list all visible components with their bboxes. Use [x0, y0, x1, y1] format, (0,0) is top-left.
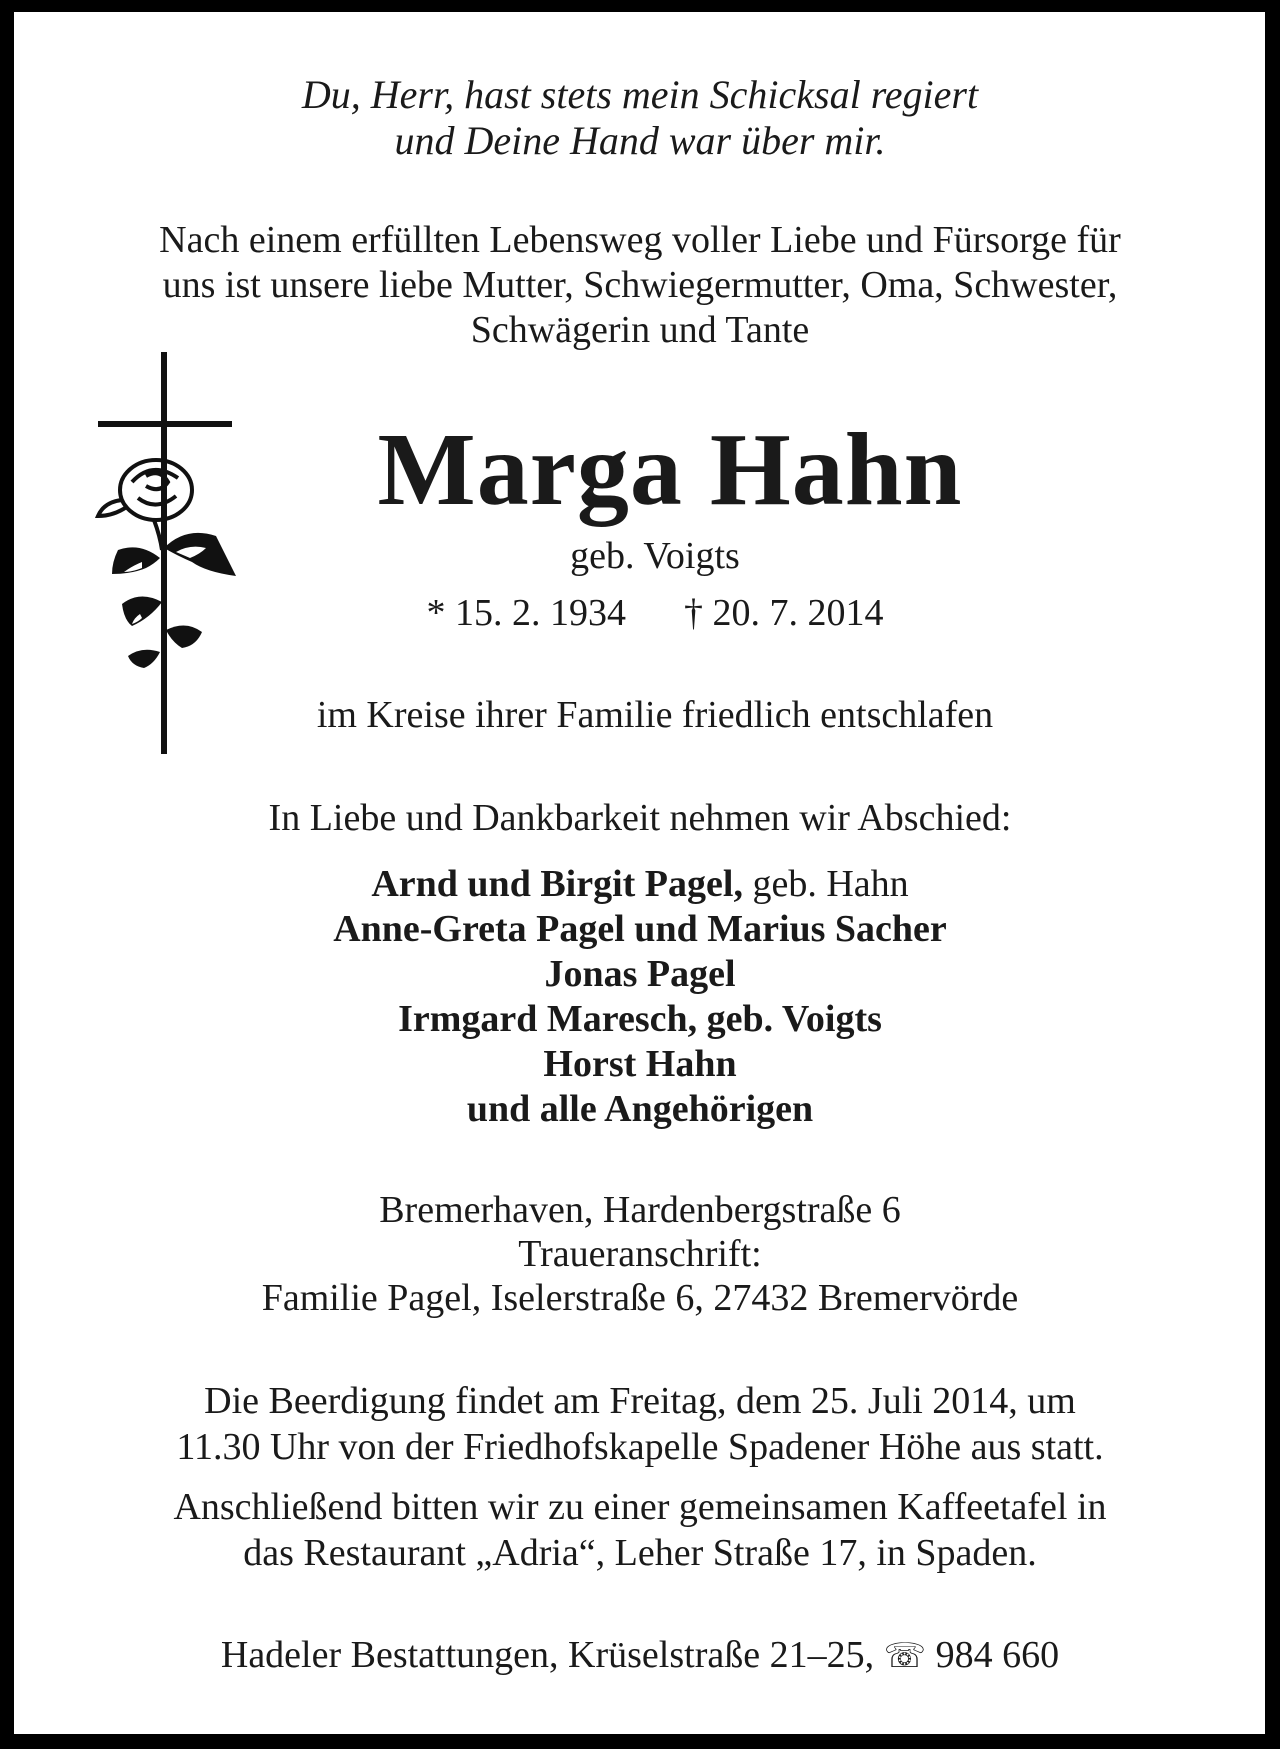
intro-line-2: uns ist unsere liebe Mutter, Schwiegermutter, Oma, Schwester,: [162, 264, 1118, 306]
farewell-text: In Liebe und Dankbarkeit nehmen wir Abschied:: [268, 797, 1012, 839]
mourner-row-3: Jonas Pagel: [544, 953, 736, 995]
deceased-name: Marga Hahn: [377, 412, 963, 527]
mourner-row-2: Anne-Greta Pagel und Marius Sacher: [333, 908, 947, 950]
quote-line-1: Du, Herr, hast stets mein Schicksal regiert: [301, 72, 979, 117]
coffee-line-2: das Restaurant „Adria“, Leher Straße 17, in Spaden.: [243, 1532, 1037, 1574]
coffee-line-1: Anschließend bitten wir zu einer gemeinsamen Kaffeetafel in: [173, 1486, 1107, 1528]
address-line-3: Familie Pagel, Iselerstraße 6, 27432 Bremervörde: [261, 1277, 1019, 1319]
mourner-row-1: [0, 862, 1280, 907]
quote-line-2: und Deine Hand war über mir.: [394, 118, 886, 163]
mourners-list: [0, 862, 1280, 1132]
undertaker-info: [0, 1632, 1280, 1679]
address-line-2: Traueranschrift:: [518, 1233, 762, 1275]
funeral-line-2: 11.30 Uhr von der Friedhofskapelle Spadener Höhe aus statt.: [176, 1426, 1104, 1468]
mourner-row-1-name: Arnd und Birgit Pagel,: [371, 863, 743, 905]
mourner-row-6: und alle Angehörigen: [466, 1088, 814, 1130]
coffee-info: [0, 1484, 1280, 1576]
bible-quote: [0, 72, 1280, 164]
mourner-row-4: Irmgard Maresch, geb. Voigts: [398, 998, 882, 1040]
undertaker-phone-number: 984 660: [926, 1634, 1060, 1676]
death-date: † 20. 7. 2014: [684, 592, 884, 634]
mourner-row-1-suffix: geb. Hahn: [742, 863, 909, 905]
birth-date: * 15. 2. 1934: [426, 592, 626, 634]
address-line-1: Bremerhaven, Hardenbergstraße 6: [379, 1189, 901, 1231]
undertaker-text: Hadeler Bestattungen, Krüselstraße 21–25,: [220, 1634, 884, 1676]
funeral-line-1: Die Beerdigung findet am Freitag, dem 25. Juli 2014, um: [204, 1380, 1076, 1422]
intro-text: [0, 218, 1280, 353]
passed-away-text: im Kreise ihrer Familie friedlich entschlafen: [316, 694, 994, 736]
intro-line-3: Schwägerin und Tante: [470, 309, 810, 351]
birth-name: geb. Voigts: [570, 535, 740, 577]
mourner-row-5: Horst Hahn: [543, 1043, 737, 1085]
intro-line-1: Nach einem erfüllten Lebensweg voller Liebe und Fürsorge für: [159, 219, 1121, 261]
address-block: [0, 1188, 1280, 1320]
telephone-icon: ☏: [883, 1636, 927, 1676]
funeral-info: [0, 1378, 1280, 1470]
life-dates: [0, 590, 1280, 636]
